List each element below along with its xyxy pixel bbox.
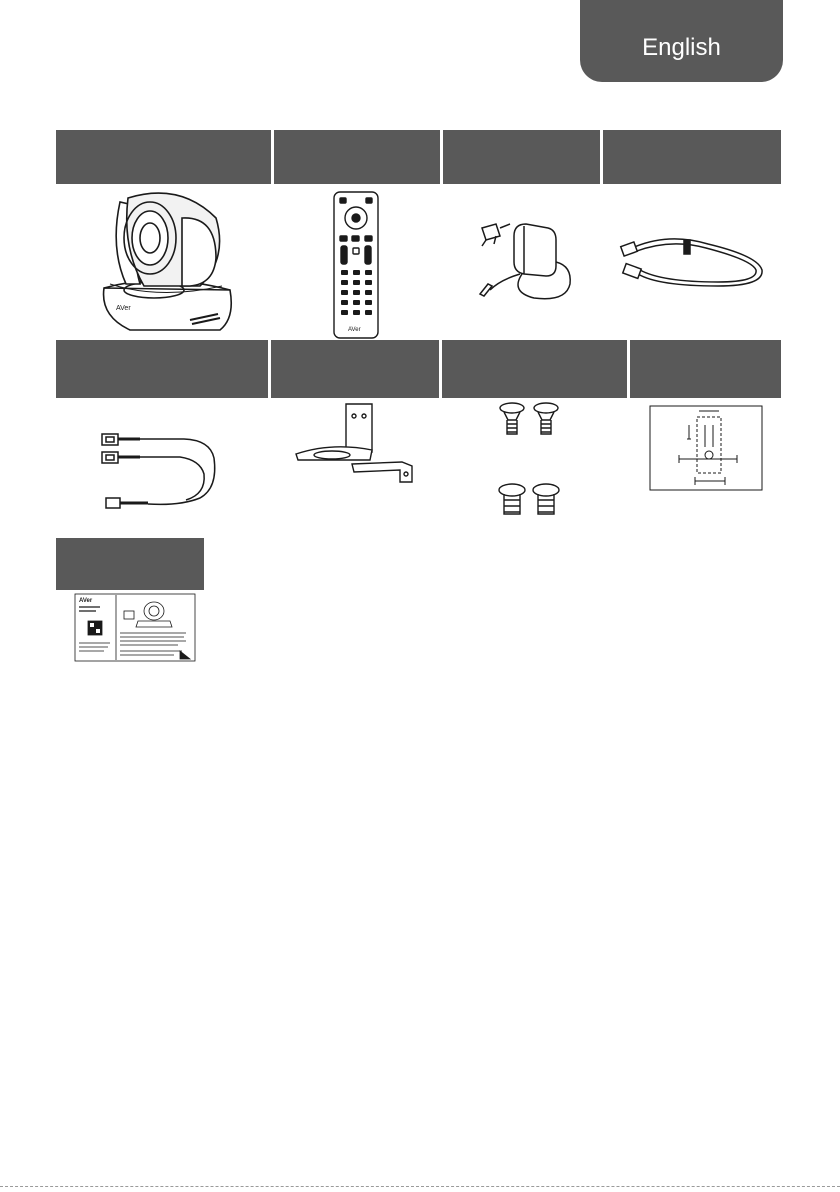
mounting-template-illustration [649,405,763,491]
item-header-power-adapter [443,130,600,184]
cable-illustration [618,226,768,296]
remote-brand-logo: AVer [348,327,361,333]
item-header-template [630,340,781,398]
screws-set-a-illustration [494,402,564,442]
camera-illustration [90,188,240,336]
item-header-splitter-cable [56,340,268,398]
splitter-cable-illustration [100,428,230,520]
item-header-camera [56,130,271,184]
quick-start-guide-illustration [74,593,196,662]
item-header-quick-start-guide [56,538,204,590]
item-header-cable [603,130,781,184]
item-header-screws [442,340,627,398]
wall-mount-illustration [292,402,418,484]
item-header-wall-mount [271,340,439,398]
page-bottom-edge [0,1186,840,1187]
camera-brand-logo: AVer [116,305,131,312]
language-tab: English [580,0,783,82]
qsg-brand-logo: AVer [79,598,93,604]
power-adapter-illustration [470,214,580,304]
item-header-remote [274,130,440,184]
screws-set-b-illustration [494,482,564,518]
remote-control-illustration [332,190,380,340]
